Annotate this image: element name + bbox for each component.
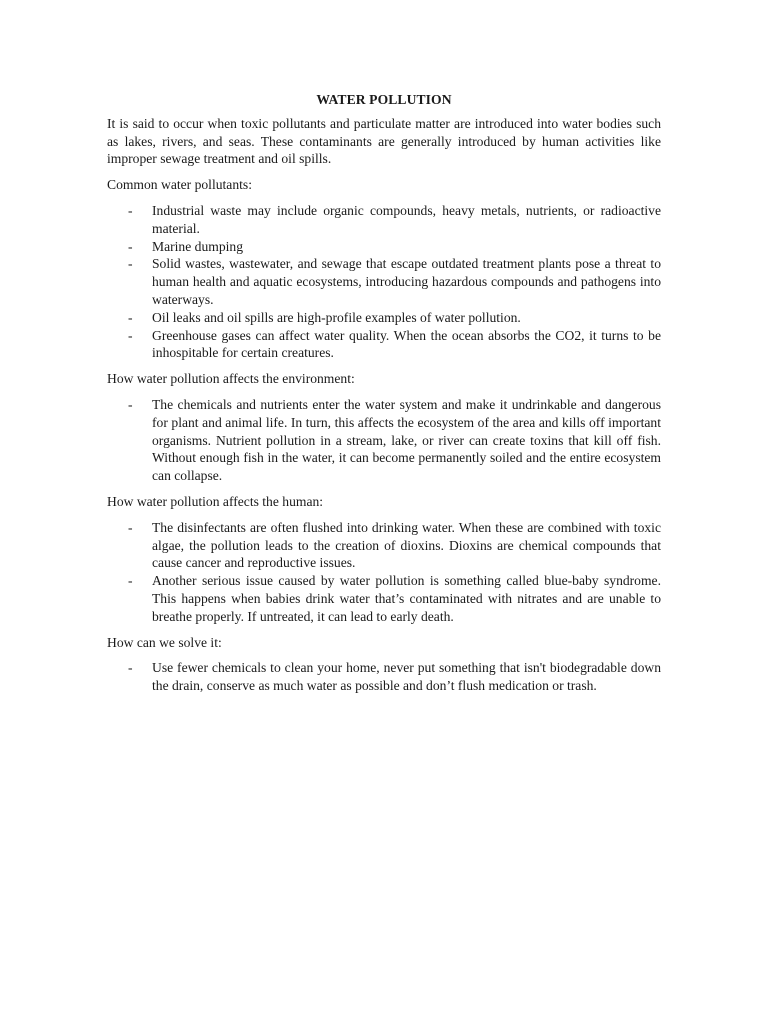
dash-bullet: - <box>128 327 133 343</box>
list-item-text: Use fewer chemicals to clean your home, never put something that isn't biodegradable down the drain, conserve as much water as possible and don’t flush medication or trash. <box>152 660 661 694</box>
sections-container <box>107 176 661 695</box>
list-item-text: Another serious issue caused by water pollution is something called blue-baby syndrome. This happens when babies drink water that’s contaminated with nitrates and are unable to breathe properly. If untreated, it can lead to early death. <box>152 573 661 624</box>
dash-bullet: - <box>128 256 133 272</box>
intro-paragraph: It is said to occur when toxic pollutants and particulate matter are introduced into water bodies such as lakes, rivers, and seas. These contaminants are generally introduced by human activities like improper sewage treatment and oil spills. <box>107 115 661 167</box>
section-heading: Common water pollutants: <box>107 177 252 193</box>
list-item <box>107 572 661 625</box>
list-item-text: The chemicals and nutrients enter the water system and make it undrinkable and dangerous for plant and animal life. In turn, this affects the ecosystem of the area and kills off important organisms. Nutrient pollution in a stream, lake, or river can create toxins that kill off fish. Without enough fish in the water, it can become permanently soiled and the entire ecosystem can collapse. <box>152 396 661 484</box>
dash-bullet: - <box>128 519 133 535</box>
section-heading: How water pollution affects the human: <box>107 493 324 509</box>
dash-bullet: - <box>128 573 133 589</box>
bullet-list <box>107 519 661 626</box>
list-item-text: Industrial waste may include organic compounds, heavy metals, nutrients, or radioactive material. <box>152 202 661 236</box>
list-item-text: Solid wastes, wastewater, and sewage that escape outdated treatment plants pose a threat to human health and aquatic ecosystems, introducing hazardous compounds and pathogens into waterways. <box>152 256 661 307</box>
list-item <box>107 255 661 308</box>
list-item <box>107 309 661 327</box>
list-item <box>107 238 661 256</box>
document-body <box>107 91 661 703</box>
bullet-list <box>107 396 661 485</box>
section-heading: How can we solve it: <box>107 634 222 650</box>
dash-bullet: - <box>128 309 133 325</box>
list-item <box>107 519 661 572</box>
bullet-list <box>107 202 661 362</box>
list-item-text: The disinfectants are often flushed into drinking water. When these are combined with toxic algae, the pollution leads to the creation of dioxins. Dioxins are chemical compounds that cause cancer and reproductive issues. <box>152 519 661 571</box>
dash-bullet: - <box>128 238 133 254</box>
list-item-text: Marine dumping <box>152 238 243 254</box>
document-title: WATER POLLUTION <box>316 92 452 107</box>
dash-bullet: - <box>128 202 133 218</box>
list-item <box>107 396 661 485</box>
list-item <box>107 202 661 238</box>
bullet-list <box>107 659 661 695</box>
list-item <box>107 327 661 363</box>
list-item <box>107 659 661 695</box>
list-item-text: Oil leaks and oil spills are high-profile examples of water pollution. <box>152 309 521 325</box>
section-heading: How water pollution affects the environment: <box>107 371 355 387</box>
list-item-text: Greenhouse gases can affect water quality. When the ocean absorbs the CO2, it turns to be inhospitable for certain creatures. <box>152 327 661 361</box>
dash-bullet: - <box>128 396 133 412</box>
dash-bullet: - <box>128 660 133 676</box>
